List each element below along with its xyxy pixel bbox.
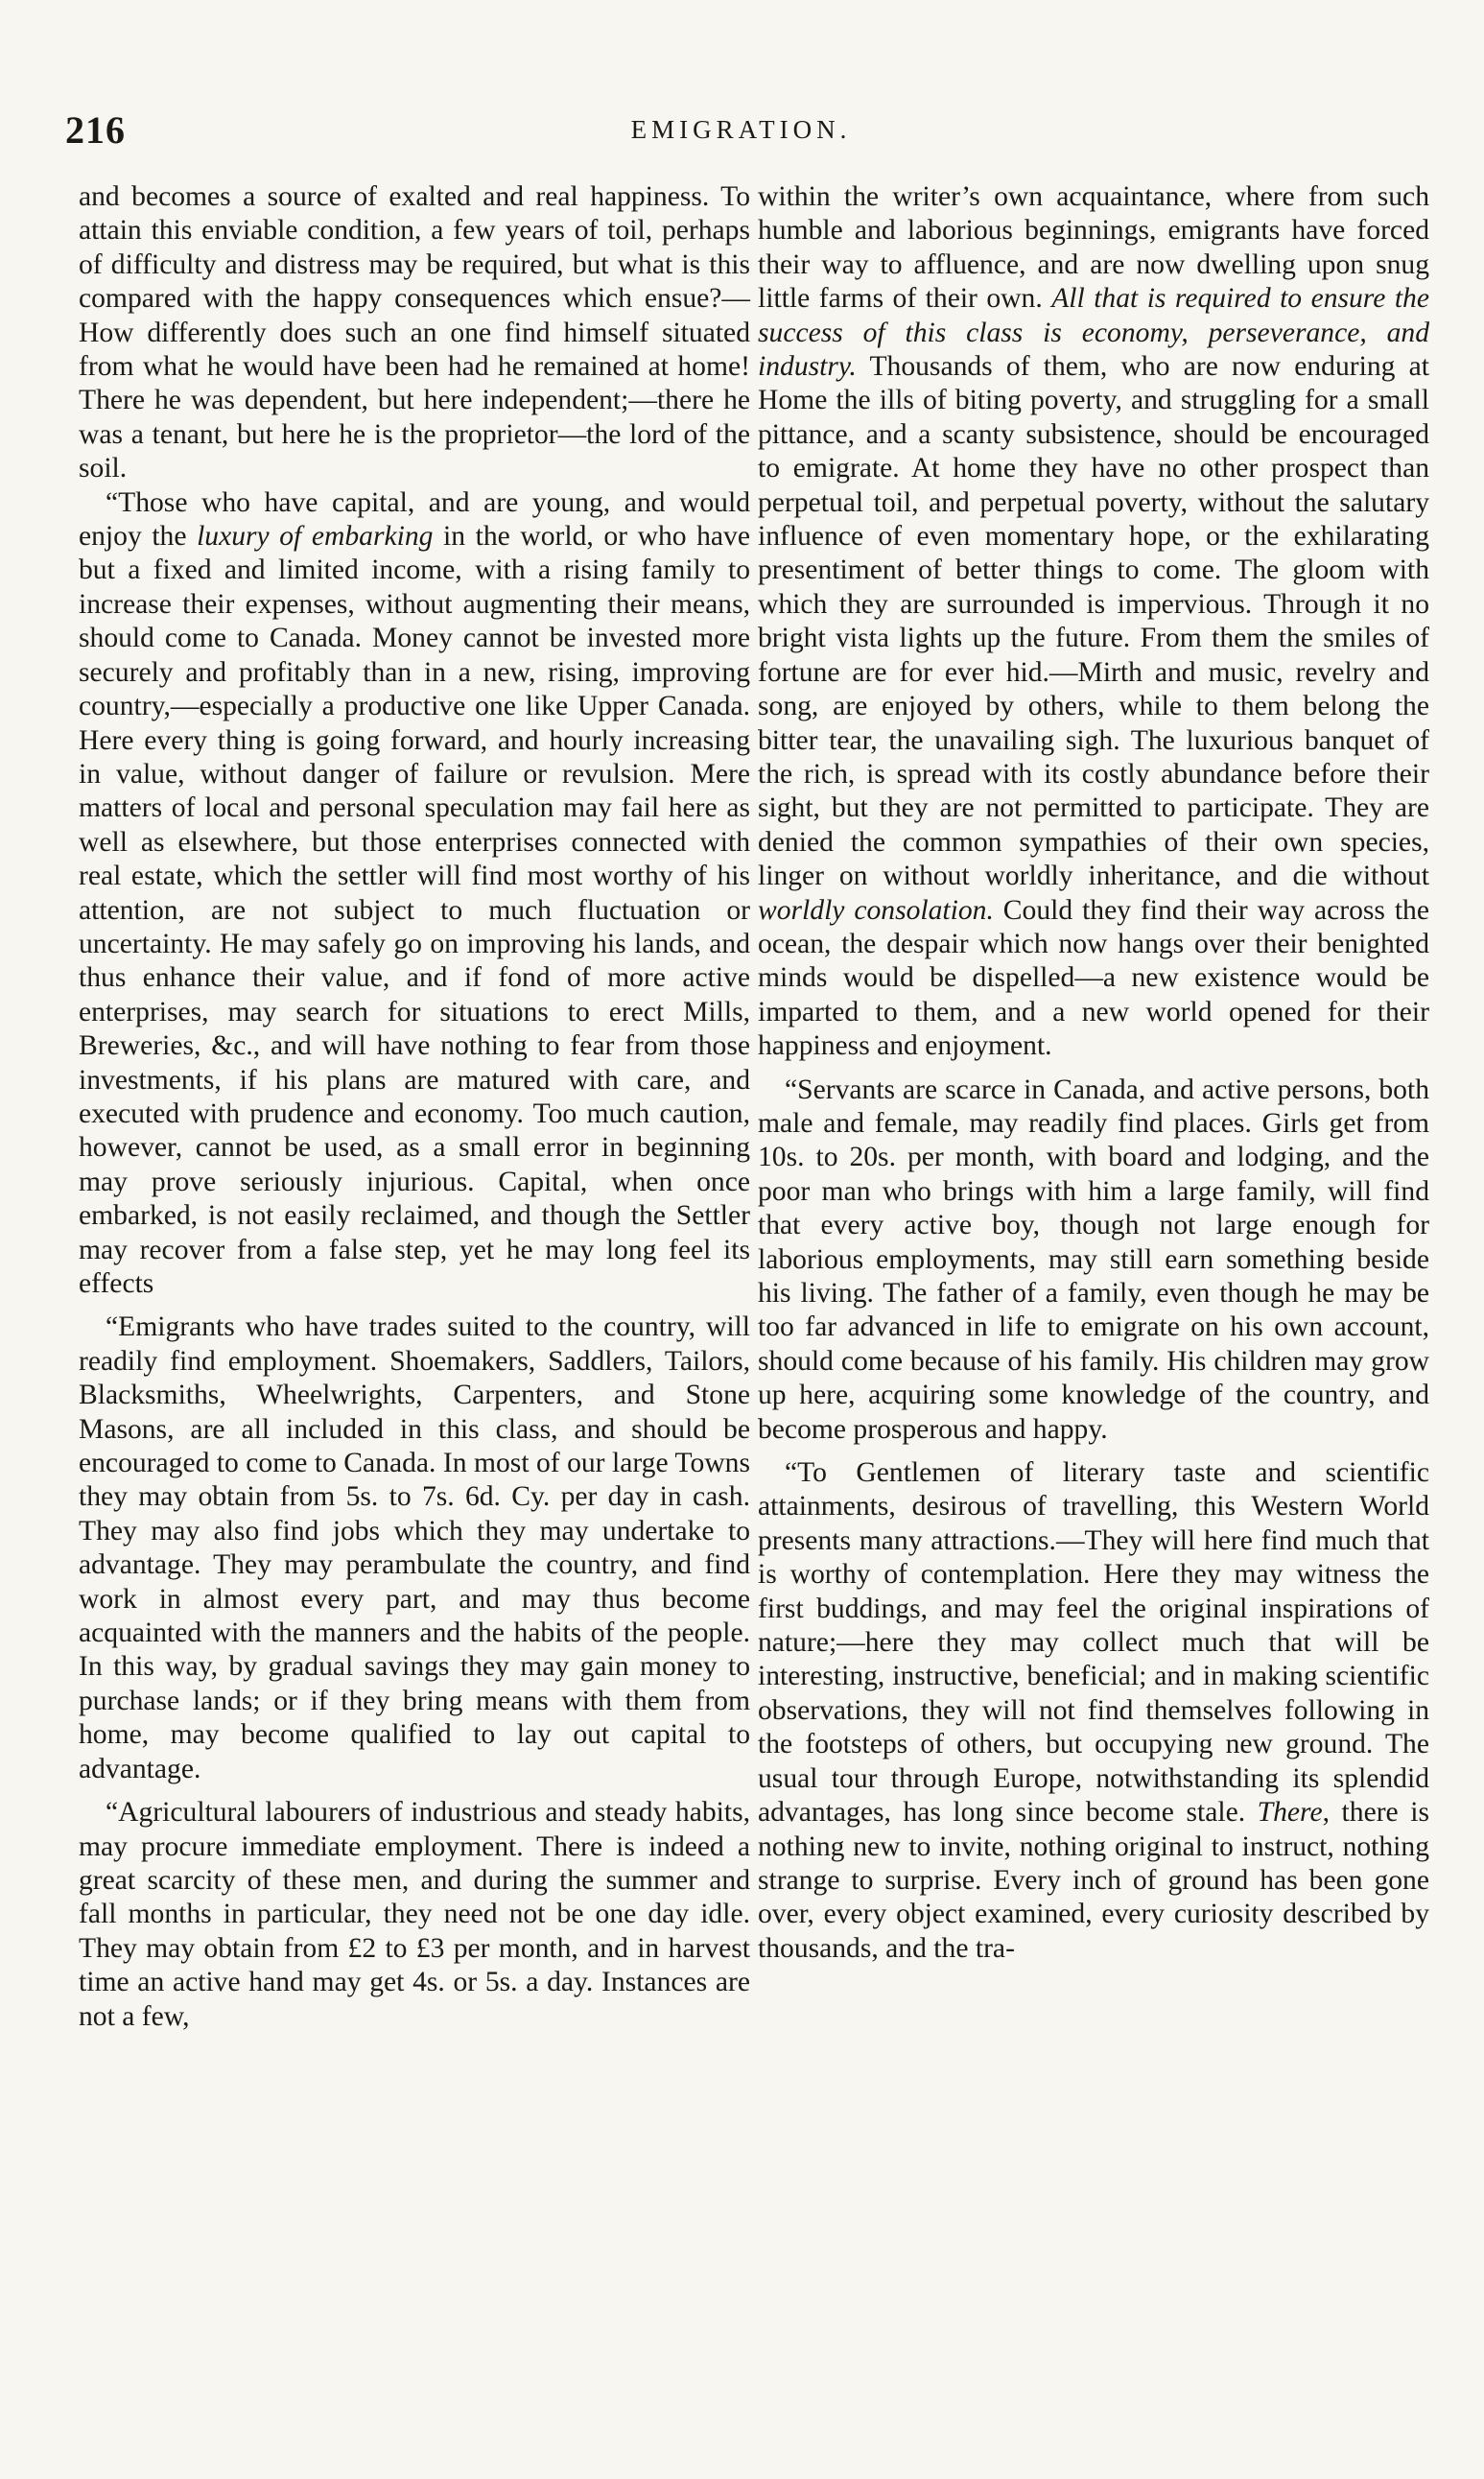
italic-phrase: luxury of embarking [197, 521, 434, 553]
paragraph: “Agricultural labourers of industrious and steady habits, may procure immediate employment. There is indeed a great scarcity of these men, and during the summer and fall months in particular, they need not be one day idle. They may obtain from £2 to £3 per month, and in harvest time an active hand may get 4s. or 5s. a day. Instances are not a few, [79, 1797, 750, 2032]
italic-phrase: All that is required to ensure the success of this class is economy, perseverance, and industry. [758, 283, 1429, 383]
paragraph: and becomes a source of exalted and real happiness. To attain this enviable condition, a few years of toil, perhaps of difficulty and distress may be required, but what is this compared with the happy consequences which ensue?—How differently does such an one find himself situated from what he would have been had he remained at home! There he was dependent, but here independent;—there he was a tenant, but here he is the proprietor—the lord of the soil. [79, 181, 750, 484]
italic-phrase: worldly consolation. [758, 894, 994, 926]
running-title: EMIGRATION. [630, 115, 852, 144]
paragraph: “Servants are scarce in Canada, and active persons, both male and female, may readily find places. Girls get from 10s. to 20s. per month, with board and lodging, and the poor man who brings with him a large family, will find that every active boy, though not large enough for laborious employments, may still earn something beside his living. The father of a family, even though he may be too far advanced in life to emigrate on his own account, should come because of his family. His children may grow up here, acquiring some knowledge of the country, and become prosperous and happy. [758, 1074, 1429, 1445]
right-column [758, 180, 1429, 1966]
page-number: 216 [65, 108, 126, 152]
paragraph: “Emigrants who have trades suited to the country, will readily find employment. Shoemakers, Saddlers, Tailors, Blacksmiths, Wheelwrights, Carpenters, and Stone Masons, are all included in this class, and should be encouraged to come to Canada. In most of our large Towns they may obtain from 5s. to 7s. 6d. Cy. per day in cash. They may also find jobs which they may undertake to advantage. They may perambulate the country, and find work in almost every part, and may thus become acquainted with the manners and the habits of the people. In this way, by gradual savings they may gain money to purchase lands; or if they bring means with them from home, may become qualified to lay out capital to advantage. [79, 1311, 750, 1784]
running-head [65, 107, 1417, 165]
paragraph: within the writer’s own acquaintance, where from such humble and laborious beginnings, emigrants have forced their way to affluence, and are now dwelling upon snug little farms of their own. All that is required to ensure the success of this class is economy, perseverance, and industry. Thousands of them, who are now enduring at Home the ills of biting poverty, and struggling for a small pittance, and a scanty subsistence, should be encouraged to emigrate. At home they have no other prospect than perpetual toil, and perpetual poverty, without the salutary influence of even momentary hope, or the exhilarating presentiment of better things to come. The gloom with which they are surrounded is impervious. Through it no bright vista lights up the future. From them the smiles of fortune are for ever hid.—Mirth and music, revelry and song, are enjoyed by others, while to them belong the bitter tear, the unavailing sigh. The luxurious banquet of the rich, is spread with its costly abundance before their sight, but they are not permitted to participate. They are denied the common sympathies of their own species, linger on without worldly inheritance, and die without worldly consolation. Could they find their way across the ocean, the despair which now hangs over their benighted minds would be dispelled—a new existence would be imparted to them, and a new world opened for their happiness and enjoyment. [758, 181, 1429, 1062]
left-column [79, 180, 750, 2034]
paragraph: “To Gentlemen of literary taste and scientific attainments, desirous of travelling, this Western World presents many attractions.—They will here find much that is worthy of contemplation. Here they may witness the first buddings, and may feel the original inspirations of nature;—here they may collect much that will be interesting, instructive, beneficial; and in making scientific observations, they will not find themselves following in the footsteps of others, but occupying new ground. The usual tour through Europe, notwithstanding its splendid advantages, has long since become stale. There, there is nothing new to invite, nothing original to instruct, nothing strange to surprise. Every inch of ground has been gone over, every object examined, every curiosity described by thousands, and the tra- [758, 1457, 1429, 1964]
paragraph: “Those who have capital, and are young, and would enjoy the luxury of embarking in the world, or who have but a fixed and limited income, with a rising family to increase their expenses, without augmenting their means, should come to Canada. Money cannot be invested more securely and profitably than in a new, rising, improving country,—especially a productive one like Upper Canada. Here every thing is going forward, and hourly increasing in value, without danger of failure or revulsion. Mere matters of local and personal speculation may fail here as well as elsewhere, but those enterprises connected with real estate, which the settler will find most worthy of his attention, are not subject to much fluctuation or uncertainty. He may safely go on improving his lands, and thus enhance their value, and if fond of more active enterprises, may search for situations to erect Mills, Breweries, &c., and will have nothing to fear from those investments, if his plans are matured with care, and executed with prudence and economy. Too much caution, however, cannot be used, as a small error in beginning may prove seriously injurious. Capital, when once embarked, is not easily reclaimed, and though the Settler may recover from a false step, yet he may long feel its effects [79, 486, 750, 1299]
italic-phrase: There [1257, 1797, 1323, 1829]
